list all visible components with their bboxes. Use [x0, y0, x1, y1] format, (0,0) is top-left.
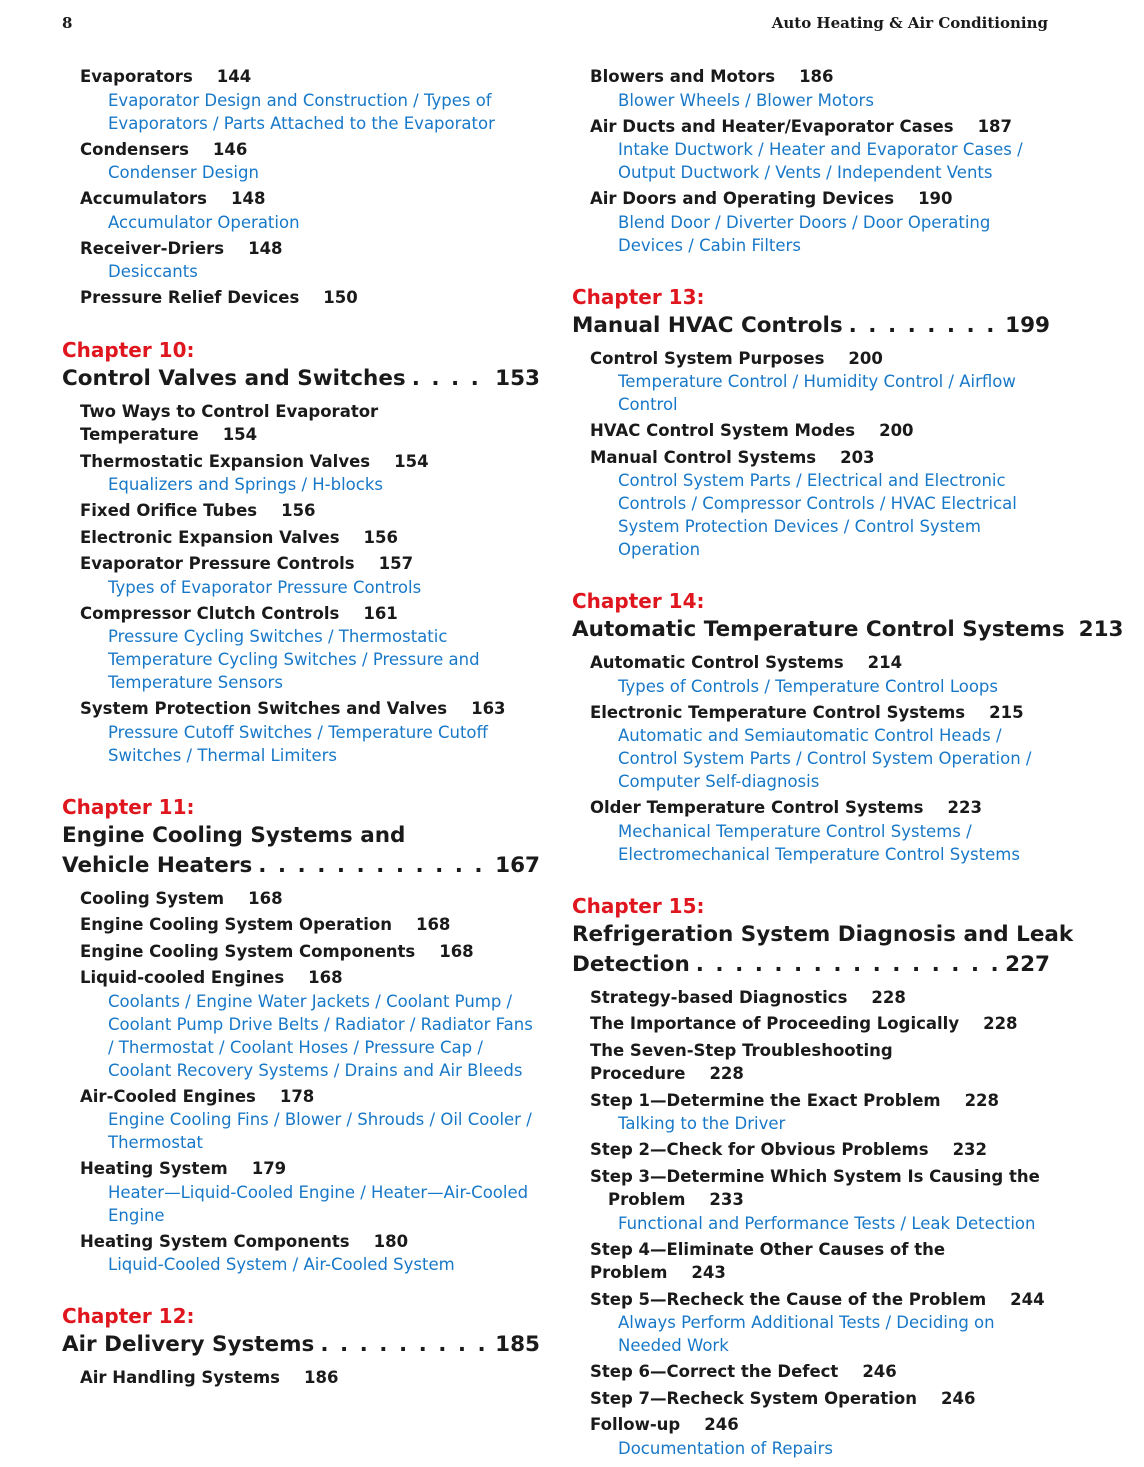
entry-title: Older Temperature Control Systems [590, 798, 924, 817]
chapter-block [572, 587, 1124, 866]
entry-subtopics[interactable]: Automatic and Semiautomatic Control Heads / Control System Parts / Control System Operation / Computer Self-diagnosis [618, 726, 1032, 791]
entry-title: Pressure Relief Devices [80, 288, 300, 307]
entry-subtopics[interactable]: Equalizers and Springs / H-blocks [108, 475, 383, 494]
entry-title: The Seven-Step Troubleshooting Procedure [590, 1040, 893, 1083]
entry-page-number: 246 [941, 1388, 976, 1408]
entry-subtopics[interactable]: Pressure Cutoff Switches / Temperature Cutoff Switches / Thermal Limiters [108, 722, 488, 765]
entry-page-number: 161 [363, 603, 398, 623]
chapter-title[interactable] [572, 311, 1050, 341]
toc-entry[interactable] [62, 1366, 540, 1390]
entry-subtopics[interactable]: Liquid-Cooled System / Air-Cooled System [108, 1255, 455, 1274]
toc-entry[interactable] [62, 286, 540, 310]
dot-leader [696, 950, 997, 980]
entry-title: HVAC Control System Modes [590, 421, 856, 440]
entry-page-number: 223 [947, 798, 982, 817]
chapter-block [62, 336, 540, 767]
chapter-block [62, 793, 540, 1277]
entry-subtopics[interactable]: Accumulator Operation [108, 212, 300, 232]
chapter-label: Chapter 14: [572, 589, 705, 613]
entry-title: Blowers and Motors [590, 67, 776, 86]
toc-entry[interactable] [62, 400, 540, 447]
entry-page-number: 228 [871, 987, 906, 1007]
entry-title: Air-Cooled Engines [80, 1086, 256, 1106]
entry-page-number: 144 [216, 67, 252, 86]
entry-title: Evaporators [80, 67, 193, 86]
entry-title: Fixed Orifice Tubes [80, 501, 258, 520]
entry-page-number: 154 [394, 451, 429, 471]
entry-page-number: 154 [222, 425, 258, 444]
chapter-title-line [572, 311, 1050, 341]
toc-entry[interactable] [572, 65, 1050, 89]
entry-title: Step 2—Check for Obvious Problems [590, 1140, 929, 1159]
toc-entry[interactable] [62, 187, 540, 211]
entry-title: Compressor Clutch Controls [80, 603, 340, 623]
entry-subtopics[interactable]: Intake Ductwork / Heater and Evaporator Cases / Output Ductwork / Vents / Independent Vents [618, 140, 1023, 182]
chapter-label: Chapter 10: [62, 337, 195, 362]
entry-title: System Protection Switches and Valves [80, 699, 448, 718]
entry-page-number: 168 [415, 915, 451, 934]
chapter-block [572, 283, 1050, 562]
entry-title: Engine Cooling System Components [80, 941, 416, 961]
entry-page-number: 186 [303, 1368, 339, 1387]
chapter-title-text: Detection [572, 951, 690, 977]
entry-page-number: 215 [989, 702, 1024, 722]
entry-title: Air Handling Systems [80, 1368, 280, 1387]
toc-entry[interactable] [572, 1012, 1050, 1036]
entry-title: Thermostatic Expansion Valves [80, 451, 371, 471]
chapter-title-text: Air Delivery Systems [62, 1332, 315, 1357]
toc-entry[interactable] [62, 602, 540, 626]
chapter-title-line [572, 950, 1050, 980]
entry-title: Accumulators [80, 189, 207, 208]
chapter-title-text: Automatic Temperature Control Systems [572, 617, 1065, 642]
toc-entry[interactable] [572, 1089, 1050, 1113]
page-header [62, 14, 1048, 34]
toc-entry[interactable] [572, 986, 1050, 1010]
toc-entry[interactable] [572, 1238, 1050, 1285]
toc-entry[interactable] [572, 187, 1050, 211]
toc-entry[interactable] [572, 419, 1050, 443]
entry-page-number: 233 [709, 1190, 744, 1209]
entry-title: Air Doors and Operating Devices [590, 189, 895, 208]
entry-title: Heating System [80, 1159, 228, 1178]
chapter-title-line [572, 615, 1124, 645]
entry-title: Receiver-Driers [80, 238, 225, 258]
toc-entry[interactable] [62, 526, 540, 550]
entry-page-number: 156 [363, 527, 398, 547]
entry-subtopics[interactable]: Mechanical Temperature Control Systems / Electromechanical Temperature Control Systems [618, 821, 1020, 864]
book-title: Auto Heating & Air Conditioning [771, 14, 1048, 32]
chapter-title[interactable] [62, 1330, 540, 1360]
entry-subtopics[interactable]: Talking to the Driver [618, 1114, 786, 1133]
entry-page-number: 168 [439, 941, 474, 961]
entry-page-number: 168 [308, 968, 343, 987]
entry-title: Control System Purposes [590, 348, 825, 368]
toc-entry[interactable] [62, 499, 540, 523]
entry-title: Electronic Expansion Valves [80, 527, 340, 547]
entry-title: Air Ducts and Heater/Evaporator Cases [590, 116, 954, 136]
toc-entry[interactable] [572, 1039, 1050, 1086]
entry-title: Liquid-cooled Engines [80, 968, 285, 987]
chapter-page-number: 199 [1005, 312, 1050, 338]
entry-page-number: 180 [373, 1231, 409, 1251]
entry-title: Strategy-based Diagnostics [590, 987, 848, 1007]
chapter-label: Chapter 11: [62, 794, 195, 819]
toc-entry[interactable] [62, 1085, 540, 1109]
toc-entry[interactable] [62, 552, 540, 576]
entry-page-number: 203 [840, 447, 875, 467]
entry-page-number: 179 [251, 1159, 287, 1178]
toc-entry[interactable] [62, 887, 540, 911]
chapter-title[interactable] [572, 615, 1124, 645]
toc-entry[interactable] [572, 1138, 1050, 1162]
dot-leader [258, 851, 487, 881]
entry-page-number: 186 [799, 67, 834, 86]
entry-title: Cooling System [80, 888, 225, 908]
page-number: 8 [62, 14, 73, 32]
entry-page-number: 200 [848, 348, 883, 368]
entry-subtopics[interactable]: Blower Wheels / Blower Motors [618, 90, 874, 110]
entry-subtopics[interactable]: Blend Door / Diverter Doors / Door Operating Devices / Cabin Filters [618, 212, 991, 255]
chapter-page-number: 227 [1005, 951, 1050, 977]
chapter-label: Chapter 15: [572, 893, 705, 918]
chapter-page-number: 153 [495, 365, 540, 391]
entry-page-number: 228 [709, 1064, 744, 1083]
entry-page-number: 244 [1010, 1289, 1045, 1309]
chapter-title-text: Control Valves and Switches [62, 365, 406, 391]
entry-title: Electronic Temperature Control Systems [590, 702, 966, 722]
entry-title: Evaporator Pressure Controls [80, 554, 355, 573]
entry-subtopics[interactable]: Pressure Cycling Switches / Thermostatic Temperature Cycling Switches / Pressure and Temperature Sensors [108, 627, 480, 692]
entry-title: Manual Control Systems [590, 447, 817, 467]
entry-subtopics[interactable]: Always Perform Additional Tests / Deciding on Needed Work [618, 1313, 995, 1355]
entry-title: Step 5—Recheck the Cause of the Problem [590, 1289, 987, 1309]
entry-page-number: 148 [231, 189, 266, 208]
chapter-block [572, 892, 1074, 1460]
chapter-title-line [62, 364, 540, 394]
entry-title: Step 1—Determine the Exact Problem [590, 1090, 941, 1110]
chapter-block [62, 1302, 540, 1390]
toc-entry[interactable] [62, 940, 540, 964]
entry-subtopics[interactable]: Types of Controls / Temperature Control Loops [618, 676, 998, 696]
entry-page-number: 228 [983, 1014, 1018, 1033]
dot-leader [320, 1330, 487, 1360]
entry-subtopics[interactable]: Heater—Liquid-Cooled Engine / Heater—Air-Cooled Engine [108, 1182, 529, 1225]
chapter-title[interactable] [62, 821, 540, 881]
entry-page-number: 178 [279, 1086, 315, 1106]
chapter-title[interactable] [572, 920, 1074, 980]
entry-subtopics[interactable]: Temperature Control / Humidity Control / Airflow Control [618, 372, 1016, 414]
toc-entry[interactable] [62, 237, 540, 261]
entry-title: Step 4—Eliminate Other Causes of the Problem [590, 1239, 946, 1282]
chapter-title-line: Refrigeration System Diagnosis and Leak [572, 921, 1074, 947]
entry-title: Step 7—Recheck System Operation [590, 1388, 918, 1408]
entry-title: Condensers [80, 139, 189, 159]
entry-title: Two Ways to Control Evaporator Temperature [80, 401, 379, 444]
entry-subtopics[interactable]: Engine Cooling Fins / Blower / Shrouds / Oil Cooler / Thermostat [108, 1110, 532, 1152]
chapter-page-number: 213 [1078, 617, 1124, 642]
entry-subtopics[interactable]: Evaporator Design and Construction / Types of Evaporators / Parts Attached to the Evaporator [108, 90, 495, 133]
chapter-page-number: 185 [495, 1332, 540, 1357]
toc-entry[interactable] [572, 1288, 1050, 1312]
dot-leader [412, 364, 487, 394]
entry-title: Engine Cooling System Operation [80, 915, 392, 934]
entry-page-number: 187 [977, 116, 1013, 136]
toc-entry[interactable] [572, 701, 1050, 725]
entry-page-number: 156 [281, 501, 316, 520]
entry-title: The Importance of Proceeding Logically [590, 1014, 960, 1033]
entry-title: Step 6—Correct the Defect [590, 1362, 839, 1381]
entry-page-number: 168 [248, 888, 283, 908]
toc-entry[interactable] [572, 1360, 1050, 1384]
toc-entry[interactable] [572, 651, 1050, 675]
toc-entry[interactable] [62, 966, 540, 990]
entry-page-number: 232 [952, 1140, 988, 1159]
toc-entry[interactable] [62, 138, 540, 162]
entry-page-number: 214 [867, 653, 903, 672]
chapter-title[interactable] [62, 364, 540, 394]
toc-entry[interactable] [62, 697, 540, 721]
dot-leader [849, 311, 997, 341]
entry-title: Heating System Components [80, 1231, 350, 1251]
entry-page-number: 246 [704, 1415, 739, 1434]
entry-page-number: 157 [378, 554, 414, 573]
entry-subtopics[interactable]: Functional and Performance Tests / Leak Detection [618, 1213, 1036, 1233]
toc-entry[interactable] [62, 65, 540, 89]
chapter-title-line: Engine Cooling Systems and [62, 822, 406, 848]
entry-page-number: 150 [323, 288, 358, 307]
entry-subtopics[interactable]: Documentation of Repairs [618, 1438, 834, 1458]
toc-entry[interactable] [62, 1230, 540, 1254]
chapter-label: Chapter 12: [62, 1304, 195, 1328]
chapter-title-line [62, 1330, 540, 1360]
toc-entry[interactable] [62, 1157, 540, 1181]
chapter-title-line [62, 851, 540, 881]
chapter-label: Chapter 13: [572, 284, 705, 309]
entry-subtopics[interactable]: Condenser Design [108, 163, 259, 182]
entry-subtopics[interactable]: Desiccants [108, 262, 198, 281]
toc-left-column [62, 62, 540, 1390]
entry-title: Step 3—Determine Which System Is Causing the Problem [590, 1166, 1040, 1209]
toc-entry[interactable] [572, 446, 1050, 470]
entry-subtopics[interactable]: Types of Evaporator Pressure Controls [108, 577, 422, 597]
entry-page-number: 163 [471, 699, 506, 718]
entry-page-number: 146 [212, 139, 248, 159]
entry-title: Automatic Control Systems [590, 653, 844, 672]
toc-entry[interactable] [572, 1165, 1050, 1212]
toc-entry[interactable] [572, 115, 1050, 139]
toc-entry[interactable] [572, 1413, 1050, 1437]
chapter-page-number: 167 [495, 852, 540, 878]
entry-title: Follow-up [590, 1415, 681, 1434]
entry-page-number: 148 [248, 238, 283, 258]
chapter-title-text: Vehicle Heaters [62, 852, 253, 878]
chapter-title-text: Manual HVAC Controls [572, 312, 843, 338]
toc-entry[interactable] [572, 347, 1050, 371]
toc-entry[interactable] [572, 796, 1050, 820]
entry-page-number: 228 [964, 1090, 1000, 1110]
toc-entry[interactable] [62, 913, 540, 937]
entry-page-number: 246 [862, 1362, 897, 1381]
toc-entry[interactable] [62, 450, 540, 474]
toc-entry[interactable] [572, 1387, 1050, 1411]
entry-subtopics[interactable]: Control System Parts / Electrical and Electronic Controls / Compressor Controls / HVAC Electrical System Protection Devices / Control System Operation [618, 471, 1017, 559]
entry-subtopics[interactable]: Coolants / Engine Water Jackets / Coolant Pump / Coolant Pump Drive Belts / Radiator / Radiator Fans / Thermostat / Coolant Hoses / Pressure Cap / Coolant Recovery Systems / Drains and Air Bleeds [108, 991, 533, 1080]
entry-page-number: 243 [691, 1263, 726, 1282]
entry-page-number: 190 [918, 189, 953, 208]
toc-right-column [572, 62, 1124, 1460]
entry-page-number: 200 [879, 421, 914, 440]
